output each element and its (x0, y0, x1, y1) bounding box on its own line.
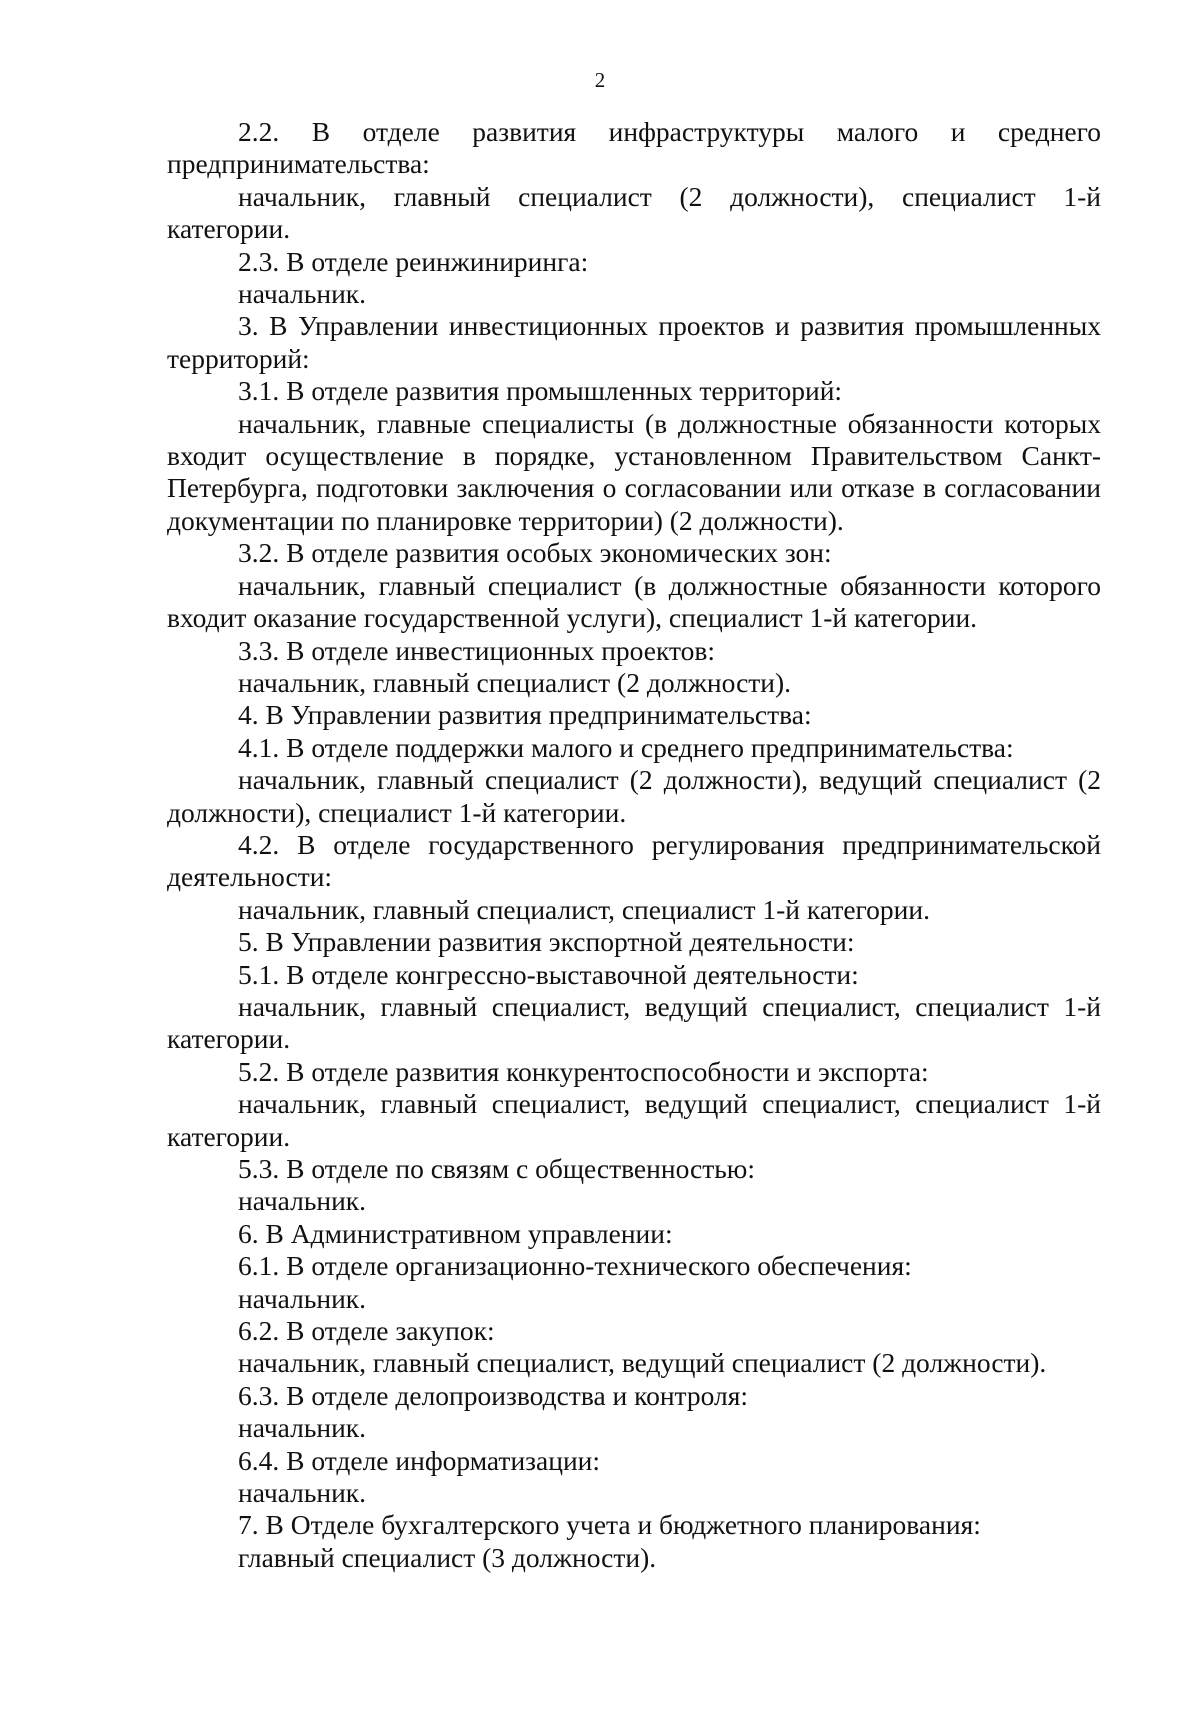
page-number: 2 (594, 68, 606, 92)
paragraph: главный специалист (3 должности). (238, 1541, 657, 1573)
paragraph: начальник, главный специалист, ведущий специалист, специалист 1-й категории. (167, 990, 1101, 1055)
paragraph: начальник. (238, 1282, 367, 1314)
paragraph: 3.1. В отделе развития промышленных территорий: (238, 375, 843, 407)
paragraph: 2.2. В отделе развития инфраструктуры малого и среднего предпринимательства: (167, 116, 1101, 180)
paragraph: 5.1. В отделе конгрессно-выставочной деятельности: (238, 958, 859, 990)
paragraph: 6. В Административном управлении: (238, 1217, 673, 1249)
paragraph: 4.1. В отделе поддержки малого и среднего предпринимательства: (238, 731, 1014, 763)
paragraph: 2.3. В отделе реинжиниринга: (238, 245, 589, 277)
paragraph: начальник. (238, 278, 367, 310)
paragraph: начальник. (238, 1477, 367, 1509)
paragraph: 4.2. В отделе государственного регулирования предпринимательской деятельности: (167, 828, 1101, 893)
paragraph: 5.3. В отделе по связям с общественностью: (238, 1153, 755, 1184)
paragraph: 7. В Отделе бухгалтерского учета и бюджетного планирования: (238, 1509, 981, 1541)
paragraph: начальник. (238, 1412, 367, 1444)
paragraph: начальник, главный специалист (2 должности). (238, 666, 792, 698)
paragraph: начальник, главный специалист (2 должности), специалист 1-й категории. (167, 180, 1101, 245)
paragraph: 4. В Управлении развития предпринимательства: (238, 699, 812, 731)
document-body (167, 116, 1101, 1574)
paragraph: 3. В Управлении инвестиционных проектов и развития промышленных территорий: (167, 310, 1101, 374)
paragraph: 6.1. В отделе организационно-технического обеспечения: (238, 1250, 912, 1282)
paragraph: начальник, главный специалист, ведущий специалист (2 должности). (238, 1347, 1047, 1379)
paragraph: 6.3. В отделе делопроизводства и контроля: (238, 1379, 749, 1411)
paragraph: начальник, главный специалист, специалист 1-й категории. (238, 893, 930, 925)
paragraph: начальник, главные специалисты (в должностные обязанности которых входит осуществление в порядке, установленном Правительством Санкт-Петербурга, подготовки заключения о согласовании или отказе в согласовании документации по планировке территории) (2 должности). (167, 407, 1101, 536)
paragraph: начальник. (238, 1185, 367, 1217)
paragraph: 5. В Управлении развития экспортной деятельности: (238, 926, 855, 958)
paragraph: 5.2. В отделе развития конкурентоспособности и экспорта: (238, 1055, 929, 1087)
paragraph: 3.2. В отделе развития особых экономических зон: (238, 537, 832, 569)
paragraph: 3.3. В отделе инвестиционных проектов: (238, 634, 715, 666)
paragraph: начальник, главный специалист (2 должности), ведущий специалист (2 должности), специалист 1-й категории. (167, 764, 1101, 828)
paragraph: начальник, главный специалист, ведущий специалист, специалист 1-й категории. (167, 1088, 1101, 1152)
paragraph: 6.2. В отделе закупок: (238, 1315, 495, 1347)
paragraph: 6.4. В отделе информатизации: (238, 1444, 601, 1476)
paragraph: начальник, главный специалист (в должностные обязанности которого входит оказание государственной услуги), специалист 1-й категории. (167, 569, 1101, 634)
